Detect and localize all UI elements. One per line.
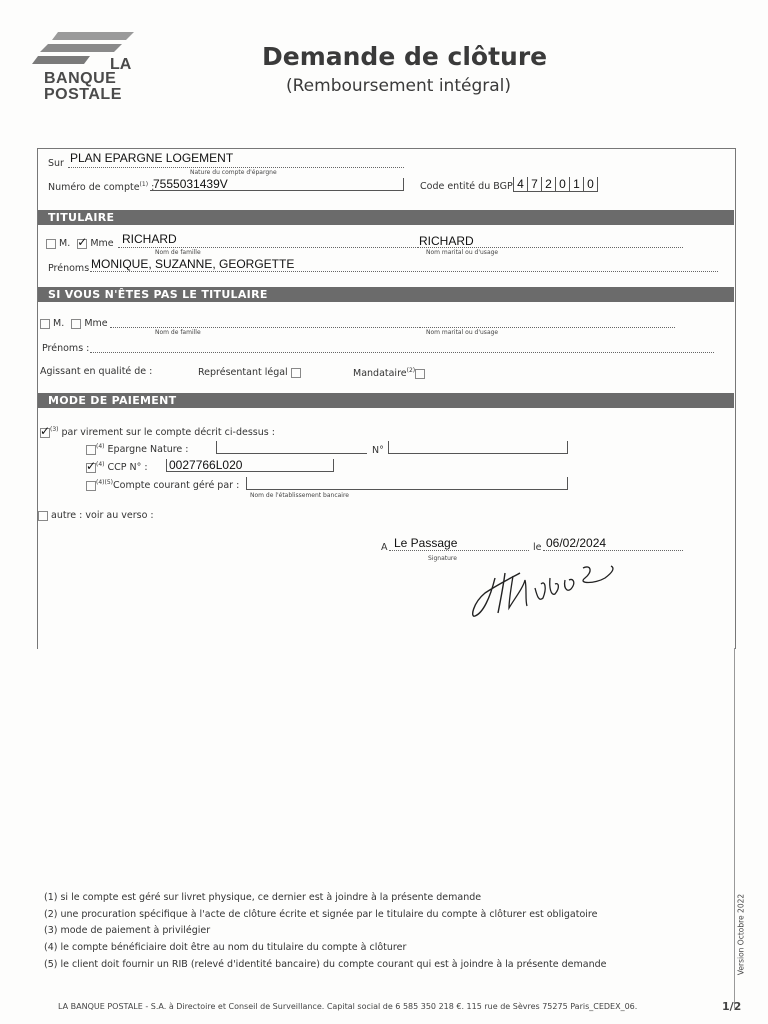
- representant-legal: Représentant légal: [198, 367, 301, 378]
- checkmark-icon: ✓: [40, 423, 51, 438]
- checkbox-autre[interactable]: [38, 511, 48, 521]
- checkbox-m[interactable]: [46, 239, 56, 249]
- autre-option: autre : voir au verso :: [38, 510, 154, 521]
- nt-prenoms-label: Prénoms :: [42, 343, 90, 354]
- nt-nom-hint: Nom de famille: [155, 329, 201, 336]
- n-field[interactable]: [388, 441, 568, 454]
- ccp-option: ✓ $^{(4)}$ CCP N° :: [86, 458, 148, 474]
- code-digit: 1: [569, 177, 583, 191]
- logo: [30, 30, 150, 105]
- checkbox-ccp[interactable]: [86, 458, 97, 473]
- a-line: [389, 550, 529, 551]
- mandataire: Mandataire$^{(2)}$: [353, 367, 425, 379]
- form-frame-extension: [37, 648, 735, 1008]
- sur-line: [68, 167, 404, 168]
- handwritten-signature-icon: [465, 558, 625, 628]
- section-header-non-titulaire: SI VOUS N'ÊTES PAS LE TITULAIRE: [38, 287, 734, 302]
- checkmark-icon: ✓: [86, 458, 97, 473]
- version-label: Version Octobre 2022: [736, 893, 746, 976]
- code-digit: 0: [583, 177, 598, 191]
- nom-marital-hint: Nom marital ou d'usage: [426, 249, 499, 256]
- nom-hint: Nom de famille: [155, 249, 201, 256]
- note-5: (5) le client doit fournir un RIB (relevé d'identité bancaire) du compte courant qui est à joindre à la présente demande: [44, 959, 607, 970]
- nom-marital-value[interactable]: RICHARD: [419, 234, 474, 248]
- page-number: 1/2: [722, 1000, 742, 1013]
- page-subtitle: (Remboursement intégral): [286, 76, 512, 96]
- prenoms-label: Prénoms: [48, 263, 90, 274]
- titulaire-civilite: M. ✓ Mme: [46, 238, 114, 249]
- logo-text-la: LA: [110, 56, 132, 73]
- note-4: (4) le compte bénéficiaire doit être au nom du titulaire du compte à clôturer: [44, 942, 407, 953]
- logo-text-postale: POSTALE: [44, 86, 122, 103]
- note-3: (3) mode de paiement à privilégier: [44, 925, 211, 936]
- checkmark-icon: ✓: [77, 234, 88, 249]
- sur-hint: Nature du compte d'épargne: [190, 169, 277, 176]
- note-2: (2) une procuration spécifique à l'acte de clôture écrite et signée par le titulaire du compte à clôturer est obligatoire: [44, 909, 598, 920]
- code-digit: 7: [527, 177, 541, 191]
- sur-label: Sur: [48, 158, 64, 169]
- virement-option: ✓ $^{(3)}$ par virement sur le compte décrit ci-dessus :: [40, 423, 275, 439]
- non-titulaire-civilite: M. Mme: [40, 318, 108, 329]
- section-header-paiement: MODE DE PAIEMENT: [38, 393, 734, 408]
- note-1: (1) si le compte est géré sur livret physique, ce dernier est à joindre à la présente demande: [44, 892, 482, 903]
- code-entite-field[interactable]: [513, 177, 598, 192]
- page-title: Demande de clôture: [262, 42, 548, 71]
- lieu-value[interactable]: Le Passage: [394, 536, 458, 550]
- epargne-field[interactable]: [216, 441, 367, 454]
- nt-prenoms-line: [90, 352, 714, 353]
- checkbox-m[interactable]: [40, 319, 50, 329]
- agissant-label: Agissant en qualité de :: [40, 366, 153, 377]
- le-label: le: [533, 542, 542, 553]
- nt-nom-marital-line: [420, 327, 675, 328]
- code-digit: 0: [555, 177, 569, 191]
- logo-text-banque: BANQUE: [44, 70, 117, 87]
- checkbox-mme[interactable]: [71, 319, 81, 329]
- courant-hint: Nom de l'établissement bancaire: [250, 492, 349, 499]
- checkbox-representant[interactable]: [291, 368, 301, 378]
- courant-option: $^{(4)(5)}$Compte courant géré par :: [86, 479, 239, 491]
- footer-legal: LA BANQUE POSTALE - S.A. à Directoire et Conseil de Surveillance. Capital social de 6 585 350 218 €. 115 rue de Sèvres 75275 Paris_CEDEX_06.: [58, 1002, 638, 1011]
- code-digit: 2: [541, 177, 555, 191]
- checkbox-virement[interactable]: [40, 423, 51, 438]
- checkbox-mme[interactable]: [77, 234, 88, 249]
- nom-line: [118, 247, 418, 248]
- le-line: [543, 550, 683, 551]
- prenoms-value[interactable]: MONIQUE, SUZANNE, GEORGETTE: [91, 257, 295, 271]
- courant-field[interactable]: [246, 477, 568, 490]
- date-value[interactable]: 06/02/2024: [546, 536, 607, 550]
- checkbox-mandataire[interactable]: [415, 369, 425, 379]
- nt-nom-marital-hint: Nom marital ou d'usage: [426, 329, 499, 336]
- numero-label: Numéro de compte$^{(1)}$ :: [48, 181, 155, 194]
- checkbox-epargne[interactable]: [86, 445, 96, 455]
- a-label: A: [381, 542, 388, 553]
- checkbox-courant[interactable]: [86, 481, 96, 491]
- signature-hint: Signature: [428, 555, 457, 562]
- numero-value: 7555031439V: [153, 177, 228, 191]
- epargne-option: $^{(4)}$ Epargne Nature :: [86, 443, 188, 455]
- nt-nom-line: [110, 327, 420, 328]
- code-digit: 4: [513, 177, 527, 191]
- section-header-titulaire: TITULAIRE: [38, 210, 734, 225]
- prenoms-line: [90, 271, 718, 272]
- code-entite-label: Code entité du BGP: [420, 181, 513, 192]
- ccp-value: 0027766L020: [169, 458, 243, 472]
- nom-value[interactable]: RICHARD: [122, 232, 177, 246]
- n-label: N°: [372, 445, 384, 456]
- sur-value[interactable]: PLAN EPARGNE LOGEMENT: [70, 151, 234, 165]
